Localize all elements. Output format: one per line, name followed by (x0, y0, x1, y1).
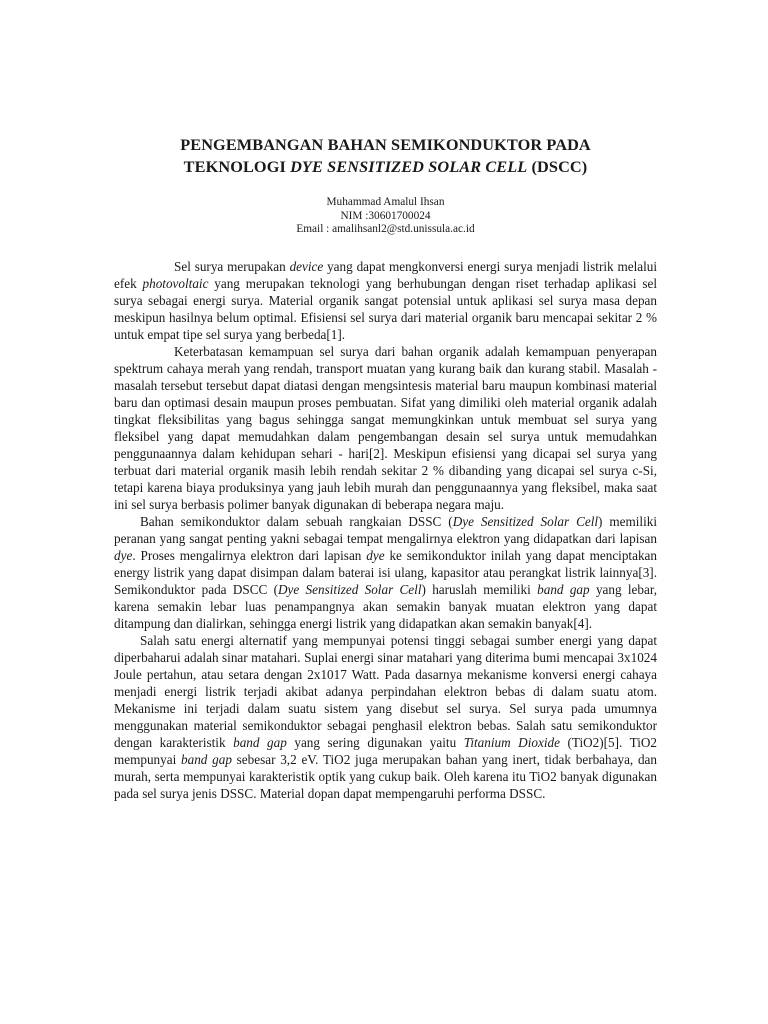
p3-text-c: ) memiliki peranan yang sangat penting yakni sebagai tempat mengalirnya elektron yang didapatkan dari lapisan (114, 513, 657, 546)
title-line-2-prefix: TEKNOLOGI (183, 157, 291, 176)
p3-text-e: . Proses mengalirnya elektron dari lapisan (132, 547, 367, 563)
p3-italic-d: dye (114, 547, 133, 563)
p1-italic-device: device (289, 258, 324, 274)
p4-italic-b: band gap (233, 734, 287, 750)
author-name: Muhammad Amalul Ihsan (326, 196, 445, 208)
p3-italic-f: dye (366, 547, 385, 563)
p4-text-c: yang sering digunakan yaitu (286, 734, 464, 750)
p2-text: Keterbatasan kemampuan sel surya dari bahan organik adalah kemampuan penyerapan spektrum cahaya merah yang rendah, transport muatan yang kurang baik dan kurang stabil. Masalah - masalah tersebut tersebut dapat diatasi dengan mengsintesis material baru maupun kombinasi material baru dan optimasi desain maupun proses pembuatan. Sifat yang dimiliki oleh material organik adalah tingkat fleksibilitas yang bagus sehingga sangat memungkinkan untuk membuat sel surya yang fleksibel yang dapat memudahkan dalam pengembangan desain sel surya untuk memudahkan penggunaannya dalam kehidupan sehari - hari[2]. Meskipun efisiensi yang dicapai sel surya yang terbuat dari material organik masih lebih rendah sekitar 2 % dibanding yang dicapai sel surya c-Si, tetapi karena biaya produksinya yang jauh lebih murah dan penggunaannya yang fleksibel, maka saat ini sel surya berbasis polimer banyak digunakan di beberapa negara maju. (114, 343, 657, 512)
p3-italic-b: Dye Sensitized Solar Cell (452, 513, 599, 529)
paragraph-3 (114, 513, 657, 632)
paragraph-4 (114, 632, 657, 802)
p3-text-a: Bahan semikonduktor dalam sebuah rangkaian DSSC ( (140, 513, 453, 529)
paragraph-2 (114, 343, 657, 513)
body-text (114, 258, 657, 802)
p1-text-c: yang dapat mengkonversi energi surya menjadi listrik melalui efek (114, 258, 658, 291)
p4-italic-d: Titanium Dioxide (463, 734, 560, 750)
p3-text-i: ) haruslah memiliki (421, 581, 538, 597)
p4-text-a: Salah satu energi alternatif yang mempunyai potensi tinggi sebagai sumber energi yang dapat diperbaharui adalah sinar matahari. Suplai energi sinar matahari yang diterima bumi mencapai 3x1024 Joule pertahun, atau setara dengan 2x1017 Watt. Pada dasarnya mekanisme konversi energi cahaya menjadi energi listrik terjadi akibat adanya perpindahan elektron bebas di dalam suatu atom. Mekanisme ini terjadi dalam suatu sistem yang disebut sel surya. Sel surya pada umumnya menggunakan material semikonduktor sebagai penghasil elektron bebas. Salah satu semikonduktor dengan karakteristik (114, 632, 657, 750)
p1-text-a: Sel surya merupakan (174, 258, 290, 274)
paragraph-1 (114, 258, 657, 343)
author-block (114, 196, 657, 237)
title-line-2-suffix: (DSCC) (527, 157, 588, 176)
p3-italic-h: Dye Sensitized Solar Cell (278, 581, 422, 597)
title-line-2-italic: DYE SENSITIZED SOLAR CELL (290, 157, 528, 176)
p3-italic-j: band gap (537, 581, 590, 597)
p4-italic-f: band gap (181, 751, 232, 767)
author-nim: NIM :30601700024 (340, 209, 431, 222)
p4-text-g: sebesar 3,2 eV. TiO2 juga merupakan bahan yang inert, tidak berbahaya, dan murah, serta mempunyai karakteristik optik yang cukup baik. Oleh karena itu TiO2 banyak digunakan pada sel surya jenis DSSC. Material dopan dapat mempengaruhi performa DSSC. (114, 751, 658, 801)
p3-text-g: ke semikonduktor inilah yang dapat menciptakan energy listrik yang dapat disimpan dalam baterai isi ulang, kapasitor atau perangkat listrik lainnya[3]. Semikonduktor pada DSCC ( (114, 547, 657, 597)
p4-text-e: (TiO2)[5]. TiO2 mempunyai (114, 734, 658, 767)
title-line-1: PENGEMBANGAN BAHAN SEMIKONDUKTOR PADA (180, 135, 591, 154)
author-email: Email : amalihsanl2@std.unissula.ac.id (296, 223, 475, 236)
paper-title (114, 134, 657, 178)
p1-italic-photovoltaic: photovoltaic (142, 275, 209, 291)
p1-text-e: yang merupakan teknologi yang berhubungan dengan riset terhadap aplikasi sel surya sebagai energi surya. Material organik sangat potensial untuk aplikasi sel surya masa depan meskipun hasilnya belum optimal. Efisiensi sel surya dari material organik baru mencapai sekitar 2 % untuk empat tipe sel surya yang berbeda[1]. (114, 275, 657, 342)
p3-text-k: yang lebar, karena semakin lebar luas penampangnya akan semakin banyak muatan elektron yang dapat ditampung dan dialirkan, sehingga energi listrik yang didapatkan akan semakin banyak[4]. (114, 581, 658, 631)
